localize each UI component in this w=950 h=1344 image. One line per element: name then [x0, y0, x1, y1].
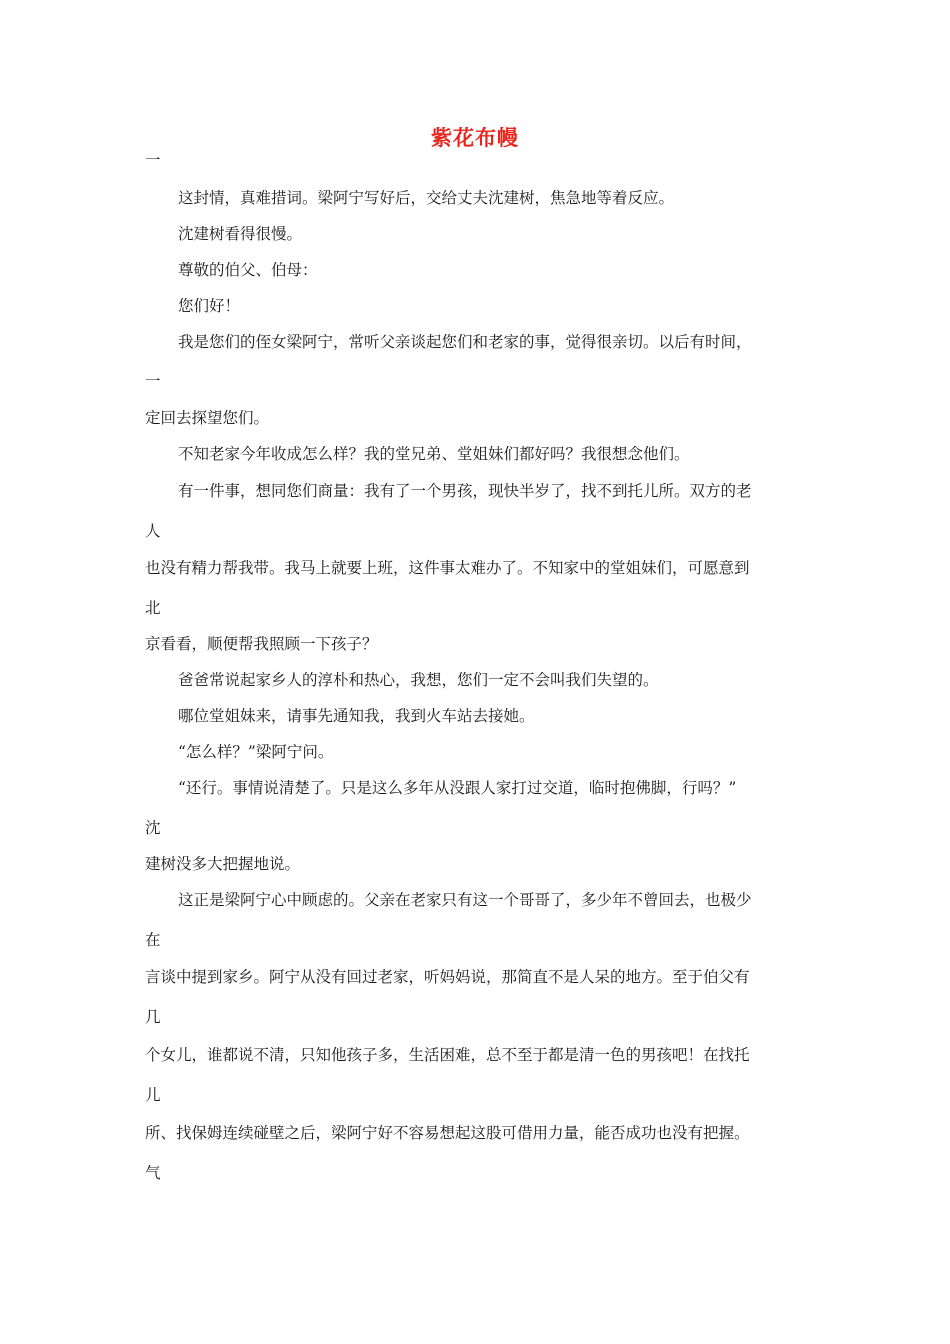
paragraph-line: 我是您们的侄女梁阿宁，常听父亲谈起您们和老家的事，觉得很亲切。以后有时间， [178, 333, 752, 351]
paragraph-line: 尊敬的伯父、伯母： [178, 261, 318, 279]
paragraph-line: 一 [145, 372, 161, 390]
paragraph-line: 也没有精力帮我带。我马上就要上班，这件事太难办了。不知家中的堂姐妹们，可愿意到 [145, 559, 750, 577]
paragraph-line: 言谈中提到家乡。阿宁从没有回过老家，听妈妈说，那简直不是人呆的地方。至于伯父有 [145, 968, 750, 986]
paragraph-line: 京看看，顺便帮我照顾一下孩子？ [145, 635, 378, 653]
paragraph-line: 所、找保姆连续碰壁之后，梁阿宁好不容易想起这股可借用力量，能否成功也没有把握。 [145, 1124, 750, 1142]
paragraph-line: 几 [145, 1008, 161, 1026]
section-marker: 一 [145, 151, 161, 169]
paragraph-line: 爸爸常说起家乡人的淳朴和热心，我想，您们一定不会叫我们失望的。 [178, 671, 659, 689]
paragraph-line: “还行。事情说清楚了。只是这么多年从没跟人家打过交道，临时抱佛脚，行吗？” [178, 779, 737, 797]
paragraph-line: 有一件事，想同您们商量：我有了一个男孩，现快半岁了，找不到托儿所。双方的老 [178, 482, 752, 500]
paragraph-line: 沈 [145, 819, 161, 837]
paragraph-line: 这正是梁阿宁心中顾虑的。父亲在老家只有这一个哥哥了，多少年不曾回去，也极少 [178, 891, 752, 909]
paragraph-line: 北 [145, 599, 161, 617]
paragraph-line: 建树没多大把握地说。 [145, 855, 301, 873]
paragraph-line: 人 [145, 522, 161, 540]
paragraph-line: 气 [145, 1164, 161, 1182]
paragraph-line: 沈建树看得很慢。 [178, 225, 303, 243]
paragraph-line: “怎么样？”梁阿宁问。 [178, 743, 334, 761]
paragraph-line: 在 [145, 931, 161, 949]
paragraph-line: 不知老家今年收成怎么样？我的堂兄弟、堂姐妹们都好吗？我很想念他们。 [178, 445, 690, 463]
paragraph-line: 这封情，真难措词。梁阿宁写好后，交给丈夫沈建树，焦急地等着反应。 [178, 189, 675, 207]
paragraph-line: 儿 [145, 1086, 161, 1104]
document-title: 紫花布幔 [431, 126, 519, 150]
paragraph-line: 哪位堂姐妹来，请事先通知我，我到火车站去接她。 [178, 707, 535, 725]
paragraph-line: 定回去探望您们。 [145, 409, 270, 427]
paragraph-line: 个女儿，谁都说不清，只知他孩子多，生活困难，总不至于都是清一色的男孩吧！在找托 [145, 1046, 750, 1064]
paragraph-line: 您们好！ [178, 297, 241, 315]
